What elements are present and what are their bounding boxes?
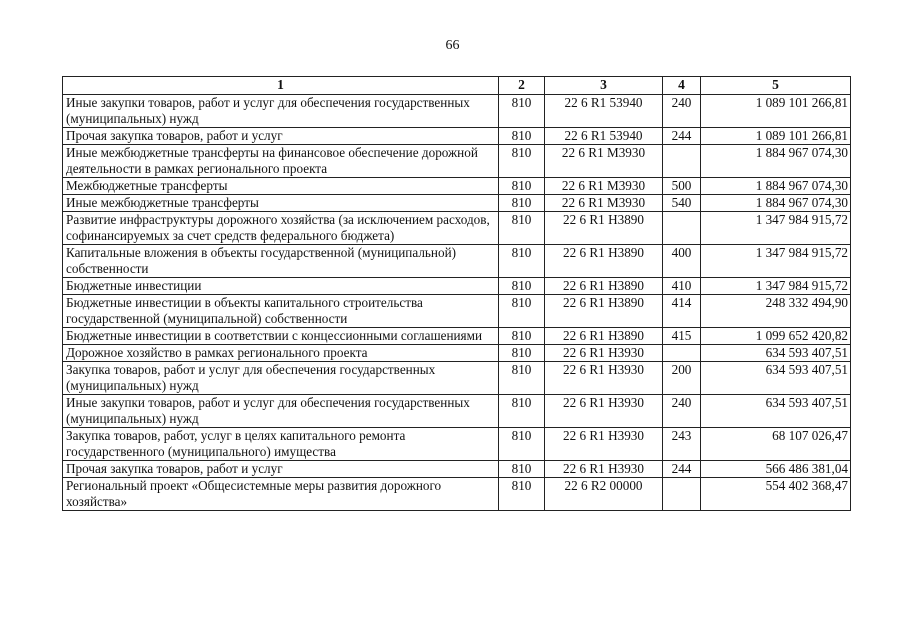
row-ved-cell: 810 [499,195,545,212]
row-name-cell: Бюджетные инвестиции в соответствии с концессионными соглашениями [63,328,499,345]
table-row [63,178,851,195]
row-ved-cell: 810 [499,145,545,178]
row-name-cell: Закупка товаров, работ, услуг в целях капитального ремонта государственного (муниципального) имущества [63,428,499,461]
table-row [63,295,851,328]
row-ved-cell: 810 [499,328,545,345]
row-ved-cell: 810 [499,345,545,362]
row-ved-cell: 810 [499,478,545,511]
table-row [63,362,851,395]
row-csr-cell: 22 6 R2 00000 [545,478,663,511]
row-amount-cell: 1 884 967 074,30 [701,145,851,178]
row-vr-cell: 243 [663,428,701,461]
table-row [63,428,851,461]
row-name-cell: Бюджетные инвестиции в объекты капитального строительства государственной (муниципальной) собственности [63,295,499,328]
row-name-cell: Бюджетные инвестиции [63,278,499,295]
row-vr-cell [663,345,701,362]
table-row [63,145,851,178]
header-col-5: 5 [701,77,851,95]
table-row [63,95,851,128]
row-name-cell: Иные межбюджетные трансферты на финансовое обеспечение дорожной деятельности в рамках регионального проекта [63,145,499,178]
header-col-3: 3 [545,77,663,95]
row-vr-cell [663,145,701,178]
row-ved-cell: 810 [499,128,545,145]
row-vr-cell [663,212,701,245]
table-row [63,328,851,345]
table-row [63,245,851,278]
row-vr-cell: 240 [663,95,701,128]
row-csr-cell: 22 6 R1 M3930 [545,145,663,178]
row-amount-cell: 634 593 407,51 [701,395,851,428]
row-name-cell: Иные закупки товаров, работ и услуг для обеспечения государственных (муниципальных) нужд [63,395,499,428]
row-amount-cell: 1 884 967 074,30 [701,195,851,212]
row-amount-cell: 1 347 984 915,72 [701,212,851,245]
header-col-1: 1 [63,77,499,95]
row-vr-cell: 500 [663,178,701,195]
row-csr-cell: 22 6 R1 H3930 [545,428,663,461]
row-vr-cell [663,478,701,511]
row-ved-cell: 810 [499,178,545,195]
row-csr-cell: 22 6 R1 H3930 [545,395,663,428]
row-vr-cell: 400 [663,245,701,278]
row-ved-cell: 810 [499,95,545,128]
row-csr-cell: 22 6 R1 53940 [545,128,663,145]
row-amount-cell: 68 107 026,47 [701,428,851,461]
row-vr-cell: 540 [663,195,701,212]
row-vr-cell: 244 [663,461,701,478]
row-name-cell: Межбюджетные трансферты [63,178,499,195]
table-row [63,195,851,212]
header-row [63,77,851,95]
row-amount-cell: 554 402 368,47 [701,478,851,511]
row-vr-cell: 414 [663,295,701,328]
row-name-cell: Региональный проект «Общесистемные меры развития дорожного хозяйства» [63,478,499,511]
row-csr-cell: 22 6 R1 H3890 [545,328,663,345]
row-vr-cell: 244 [663,128,701,145]
row-name-cell: Прочая закупка товаров, работ и услуг [63,461,499,478]
table-header [63,77,851,95]
row-vr-cell: 415 [663,328,701,345]
row-csr-cell: 22 6 R1 H3930 [545,362,663,395]
row-amount-cell: 1 099 652 420,82 [701,328,851,345]
table-body [63,95,851,511]
row-name-cell: Развитие инфраструктуры дорожного хозяйства (за исключением расходов, софинансируемых за счет средств федерального бюджета) [63,212,499,245]
row-csr-cell: 22 6 R1 H3890 [545,278,663,295]
row-ved-cell: 810 [499,278,545,295]
table-row [63,478,851,511]
page-number: 66 [445,38,460,53]
row-amount-cell: 1 347 984 915,72 [701,278,851,295]
row-vr-cell: 410 [663,278,701,295]
header-col-4: 4 [663,77,701,95]
table-row [63,395,851,428]
table-row [63,461,851,478]
row-ved-cell: 810 [499,212,545,245]
row-name-cell: Дорожное хозяйство в рамках регионального проекта [63,345,499,362]
row-name-cell: Прочая закупка товаров, работ и услуг [63,128,499,145]
budget-table [62,76,851,511]
row-amount-cell: 634 593 407,51 [701,362,851,395]
table-row [63,212,851,245]
row-csr-cell: 22 6 R1 H3890 [545,295,663,328]
table-row [63,278,851,295]
row-vr-cell: 200 [663,362,701,395]
table-row [63,345,851,362]
row-amount-cell: 1 089 101 266,81 [701,128,851,145]
row-ved-cell: 810 [499,245,545,278]
row-ved-cell: 810 [499,395,545,428]
row-vr-cell: 240 [663,395,701,428]
row-name-cell: Иные межбюджетные трансферты [63,195,499,212]
table-row [63,128,851,145]
row-amount-cell: 1 347 984 915,72 [701,245,851,278]
row-amount-cell: 1 884 967 074,30 [701,178,851,195]
row-ved-cell: 810 [499,428,545,461]
row-csr-cell: 22 6 R1 H3930 [545,461,663,478]
row-amount-cell: 1 089 101 266,81 [701,95,851,128]
row-name-cell: Иные закупки товаров, работ и услуг для обеспечения государственных (муниципальных) нужд [63,95,499,128]
row-csr-cell: 22 6 R1 H3890 [545,212,663,245]
row-csr-cell: 22 6 R1 H3930 [545,345,663,362]
row-amount-cell: 634 593 407,51 [701,345,851,362]
row-csr-cell: 22 6 R1 M3930 [545,178,663,195]
row-amount-cell: 248 332 494,90 [701,295,851,328]
row-ved-cell: 810 [499,362,545,395]
row-csr-cell: 22 6 R1 M3930 [545,195,663,212]
row-name-cell: Капитальные вложения в объекты государственной (муниципальной) собственности [63,245,499,278]
row-ved-cell: 810 [499,461,545,478]
row-ved-cell: 810 [499,295,545,328]
row-csr-cell: 22 6 R1 H3890 [545,245,663,278]
row-amount-cell: 566 486 381,04 [701,461,851,478]
row-name-cell: Закупка товаров, работ и услуг для обеспечения государственных (муниципальных) нужд [63,362,499,395]
header-col-2: 2 [499,77,545,95]
row-csr-cell: 22 6 R1 53940 [545,95,663,128]
